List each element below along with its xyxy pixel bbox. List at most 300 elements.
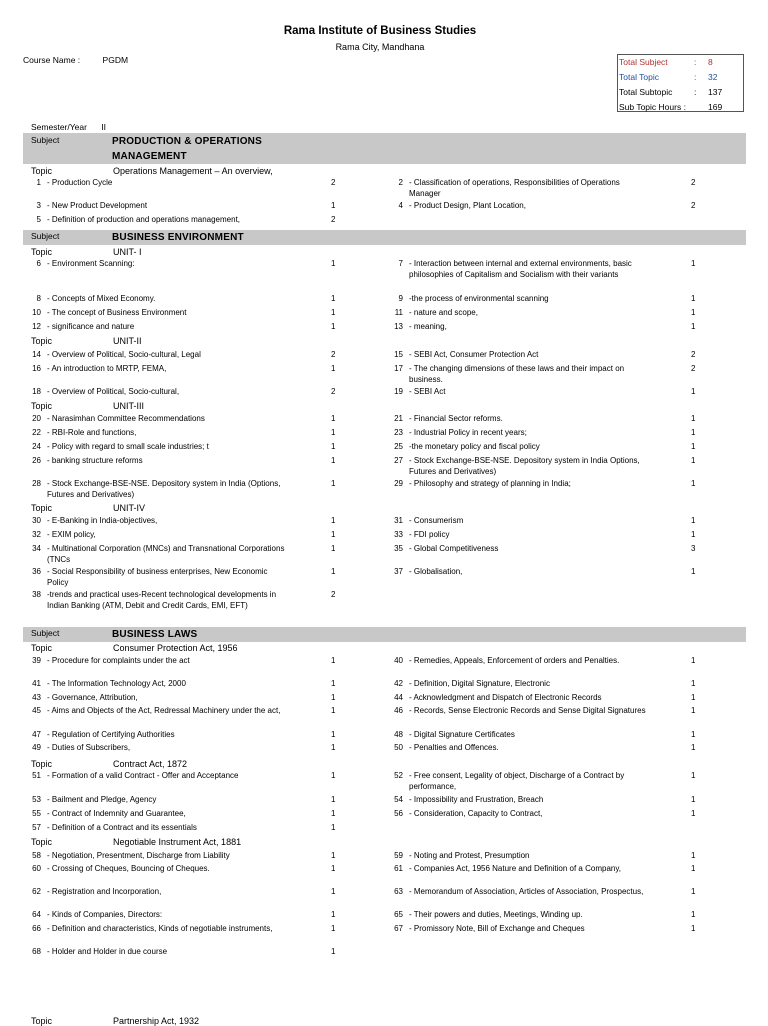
summary-colon: : — [694, 87, 697, 97]
subtopic-text: - Records, Sense Electronic Records and Sense Digital Signatures — [409, 706, 646, 715]
subtopic-item — [32, 308, 287, 319]
subtopic-item — [394, 706, 651, 717]
semester-value: II — [101, 122, 107, 132]
subtopic-item — [36, 201, 287, 212]
subtopic-item — [36, 215, 287, 226]
subtopic-item — [394, 364, 651, 385]
subtopic-hours: 1 — [691, 679, 696, 688]
subtopic-hours: 1 — [691, 442, 696, 451]
topic-row — [31, 759, 188, 769]
subtopic-hours: 1 — [691, 530, 696, 539]
summary-box — [617, 54, 744, 112]
subtopic-text: - Overview of Political, Socio-cultural, — [47, 387, 180, 396]
subtopic-item — [394, 456, 651, 477]
subtopic-hours: 1 — [331, 456, 336, 465]
total-subtopic-value: 137 — [708, 87, 723, 97]
topic-label: Topic — [31, 247, 53, 257]
subtopic-number: 9 — [398, 294, 403, 303]
sub-topic-hours-label: Sub Topic Hours : — [619, 102, 686, 112]
subtopic-item — [32, 679, 287, 690]
subtopic-text: -the process of environmental scanning — [409, 294, 549, 303]
subtopic-hours: 2 — [331, 178, 336, 187]
subtopic-hours: 3 — [691, 544, 696, 553]
subtopic-hours: 1 — [691, 387, 696, 396]
subtopic-number: 47 — [32, 730, 41, 739]
subtopic-hours: 1 — [331, 706, 336, 715]
topic-label: Topic — [31, 759, 53, 769]
subtopic-text: - Financial Sector reforms. — [409, 414, 503, 423]
subtopic-hours: 2 — [691, 201, 696, 210]
subtopic-hours: 1 — [691, 414, 696, 423]
subtopic-text: - Registration and Incorporation, — [47, 887, 162, 896]
subtopic-item — [32, 743, 287, 754]
summary-colon: : — [694, 72, 697, 82]
subtopic-item — [32, 693, 287, 704]
subtopic-item — [32, 442, 287, 453]
subtopic-number: 2 — [398, 178, 403, 187]
subtopic-number: 18 — [32, 387, 41, 396]
subtopic-hours: 1 — [331, 322, 336, 331]
total-subtopic-label: Total Subtopic — [619, 87, 673, 97]
subtopic-text: - meaning, — [409, 322, 447, 331]
subtopic-number: 29 — [394, 479, 403, 488]
total-subject-label: Total Subject — [619, 57, 668, 67]
subject-name-line: PRODUCTION & OPERATIONS — [112, 136, 262, 147]
subtopic-text: - Acknowledgment and Dispatch of Electronic Records — [409, 693, 602, 702]
subtopic-hours: 1 — [691, 308, 696, 317]
subtopic-number: 60 — [32, 864, 41, 873]
subtopic-item — [394, 887, 651, 898]
subtopic-hours: 1 — [331, 516, 336, 525]
subtopic-text: - Digital Signature Certificates — [409, 730, 515, 739]
subtopic-item — [394, 516, 651, 527]
topic-name: UNIT- I — [113, 247, 142, 257]
subtopic-item — [32, 364, 287, 375]
subtopic-item — [394, 350, 651, 361]
topic-row — [31, 1016, 200, 1026]
subtopic-number: 44 — [394, 693, 403, 702]
subtopic-hours: 1 — [691, 456, 696, 465]
subtopic-hours: 1 — [331, 530, 336, 539]
subtopic-number: 6 — [36, 259, 41, 268]
subtopic-item — [32, 428, 287, 439]
subtopic-item — [394, 322, 651, 333]
subtopic-item — [394, 656, 651, 667]
subtopic-hours: 1 — [331, 795, 336, 804]
subtopic-number: 68 — [32, 947, 41, 956]
subtopic-item — [32, 544, 287, 565]
topic-name: Contract Act, 1872 — [113, 759, 188, 769]
subtopic-item — [394, 414, 651, 425]
course-name — [23, 55, 128, 65]
subtopic-number: 36 — [32, 567, 41, 576]
subtopic-hours: 1 — [331, 567, 336, 576]
subtopic-hours: 1 — [691, 656, 696, 665]
subtopic-text: - Social Responsibility of business enterprises, New Economic Policy — [47, 567, 268, 587]
subtopic-hours: 1 — [331, 910, 336, 919]
subtopic-number: 56 — [394, 809, 403, 818]
subtopic-text: - Consideration, Capacity to Contract, — [409, 809, 543, 818]
subject-band — [23, 133, 746, 164]
subtopic-hours: 1 — [331, 656, 336, 665]
subtopic-hours: 1 — [331, 771, 336, 780]
subtopic-number: 3 — [36, 201, 41, 210]
subtopic-number: 35 — [394, 544, 403, 553]
subtopic-hours: 1 — [691, 887, 696, 896]
topic-label: Topic — [31, 336, 53, 346]
subtopic-text: - Promissory Note, Bill of Exchange and Cheques — [409, 924, 585, 933]
subtopic-hours: 1 — [691, 516, 696, 525]
subtopic-item — [36, 259, 287, 270]
topic-row — [31, 837, 242, 847]
subtopic-number: 66 — [32, 924, 41, 933]
summary-row — [618, 100, 743, 115]
subtopic-text: - Multinational Corporation (MNCs) and Transnational Corporations (TNCs — [47, 544, 285, 564]
subtopic-number: 15 — [394, 350, 403, 359]
subtopic-item — [394, 771, 651, 792]
subtopic-hours: 1 — [691, 795, 696, 804]
subtopic-item — [394, 567, 651, 578]
subtopic-text: - Product Design, Plant Location, — [409, 201, 526, 210]
subtopic-number: 31 — [394, 516, 403, 525]
subtopic-text: -trends and practical uses-Recent technological developments in Indian Banking (ATM, Debit and Credit Cards, EMI, EFT) — [47, 590, 277, 610]
subtopic-number: 23 — [394, 428, 403, 437]
subtopic-item — [32, 456, 287, 467]
subtopic-hours: 1 — [331, 743, 336, 752]
subtopic-number: 14 — [32, 350, 41, 359]
subtopic-number: 21 — [394, 414, 403, 423]
subtopic-text: - Classification of operations, Responsibilities of Operations Manager — [409, 178, 620, 198]
course-value: PGDM — [102, 55, 129, 65]
semester-label: Semester/Year — [31, 122, 87, 132]
subtopic-text: - RBI-Role and functions, — [47, 428, 137, 437]
subtopic-number: 8 — [36, 294, 41, 303]
subtopic-number: 55 — [32, 809, 41, 818]
total-topic-value: 32 — [708, 72, 718, 82]
subtopic-hours: 1 — [331, 864, 336, 873]
subtopic-number: 67 — [394, 924, 403, 933]
subject-label: Subject — [31, 135, 60, 145]
subtopic-hours: 1 — [691, 743, 696, 752]
subject-name-line: MANAGEMENT — [112, 151, 187, 162]
subtopic-number: 5 — [36, 215, 41, 224]
subtopic-item — [32, 322, 287, 333]
subtopic-text: - Narasimhan Committee Recommendations — [47, 414, 205, 423]
subtopic-item — [32, 730, 287, 741]
topic-name: Consumer Protection Act, 1956 — [113, 643, 238, 653]
subtopic-number: 12 — [32, 322, 41, 331]
subtopic-number: 27 — [394, 456, 403, 465]
subtopic-item — [394, 679, 651, 690]
subtopic-number: 28 — [32, 479, 41, 488]
subtopic-number: 1 — [36, 178, 41, 187]
subtopic-item — [394, 924, 651, 935]
subtopic-text: - Memorandum of Association, Articles of Association, Prospectus, — [409, 887, 644, 896]
subtopic-text: - Globalisation, — [409, 567, 463, 576]
subtopic-number: 41 — [32, 679, 41, 688]
subtopic-hours: 1 — [691, 864, 696, 873]
subtopic-hours: 1 — [331, 947, 336, 956]
subtopic-item — [394, 693, 651, 704]
subtopic-number: 40 — [394, 656, 403, 665]
subtopic-item — [394, 479, 651, 490]
subtopic-text: - Definition and characteristics, Kinds of negotiable instruments, — [47, 924, 273, 933]
subtopic-item — [394, 544, 651, 555]
subtopic-hours: 1 — [691, 294, 696, 303]
subtopic-hours: 1 — [331, 693, 336, 702]
subtopic-text: - Formation of a valid Contract - Offer and Acceptance — [47, 771, 239, 780]
subtopic-text: - significance and nature — [47, 322, 135, 331]
subtopic-number: 37 — [394, 567, 403, 576]
topic-label: Topic — [31, 837, 53, 847]
subject-name — [112, 134, 262, 164]
subtopic-hours: 1 — [691, 567, 696, 576]
subtopic-number: 65 — [394, 910, 403, 919]
subtopic-text: - Contract of Indemnity and Guarantee, — [47, 809, 186, 818]
subtopic-hours: 1 — [691, 730, 696, 739]
subtopic-text: - The concept of Business Environment — [47, 308, 187, 317]
subtopic-item — [32, 350, 287, 361]
subtopic-text: - Impossibility and Frustration, Breach — [409, 795, 544, 804]
subtopic-hours: 1 — [691, 259, 696, 268]
subtopic-text: - Interaction between internal and external environments, basic philosophies of Capitalism and Socialism with their variants — [409, 259, 632, 279]
subtopic-number: 10 — [32, 308, 41, 317]
subtopic-text: - Procedure for complaints under the act — [47, 656, 190, 665]
subtopic-item — [398, 294, 651, 305]
subtopic-number: 49 — [32, 743, 41, 752]
subtopic-item — [32, 910, 287, 921]
subtopic-item — [394, 530, 651, 541]
subtopic-hours: 2 — [691, 178, 696, 187]
subtopic-item — [394, 809, 651, 820]
subtopic-number: 64 — [32, 910, 41, 919]
subtopic-item — [32, 590, 287, 611]
topic-label: Topic — [31, 166, 53, 176]
subtopic-number: 61 — [394, 864, 403, 873]
subtopic-text: - Definition of production and operations management, — [47, 215, 241, 224]
subtopic-text: - Industrial Policy in recent years; — [409, 428, 527, 437]
subtopic-hours: 1 — [691, 771, 696, 780]
subtopic-item — [394, 387, 651, 398]
subtopic-number: 38 — [32, 590, 41, 599]
subtopic-item — [394, 910, 651, 921]
subtopic-number: 11 — [394, 308, 403, 317]
subtopic-text: - nature and scope, — [409, 308, 478, 317]
subtopic-text: - Aims and Objects of the Act, Redressal Machinery under the act, — [47, 706, 281, 715]
subtopic-hours: 1 — [691, 851, 696, 860]
subtopic-number: 51 — [32, 771, 41, 780]
subtopic-text: - Negotiation, Presentment, Discharge from Liability — [47, 851, 230, 860]
subtopic-number: 45 — [32, 706, 41, 715]
subtopic-item — [394, 851, 651, 862]
subtopic-number: 58 — [32, 851, 41, 860]
subtopic-item — [32, 809, 287, 820]
subtopic-text: - Concepts of Mixed Economy. — [47, 294, 156, 303]
subtopic-item — [32, 887, 287, 898]
subtopic-item — [32, 947, 287, 958]
subtopic-hours: 1 — [691, 924, 696, 933]
subtopic-hours: 1 — [331, 308, 336, 317]
topic-name: Partnership Act, 1932 — [113, 1016, 200, 1026]
subtopic-item — [398, 259, 651, 280]
subtopic-hours: 1 — [691, 322, 696, 331]
subtopic-hours: 1 — [331, 823, 336, 832]
topic-name: Negotiable Instrument Act, 1881 — [113, 837, 242, 847]
subtopic-number: 39 — [32, 656, 41, 665]
subtopic-text: - Free consent, Legality of object, Discharge of a Contract by performance, — [409, 771, 625, 791]
subtopic-hours: 2 — [691, 350, 696, 359]
institute-title: Rama Institute of Business Studies — [283, 25, 477, 37]
subtopic-text: - Global Competitiveness — [409, 544, 499, 553]
topic-label: Topic — [31, 401, 53, 411]
subject-label: Subject — [31, 231, 60, 241]
subtopic-number: 26 — [32, 456, 41, 465]
subtopic-item — [394, 795, 651, 806]
subtopic-number: 24 — [32, 442, 41, 451]
subtopic-number: 22 — [32, 428, 41, 437]
subtopic-text: - Noting and Protest, Presumption — [409, 851, 530, 860]
topic-name: UNIT-III — [113, 401, 144, 411]
subtopic-item — [394, 743, 651, 754]
subtopic-item — [398, 201, 651, 212]
subtopic-hours: 2 — [331, 215, 336, 224]
subtopic-item — [32, 530, 287, 541]
subtopic-text: - Bailment and Pledge, Agency — [47, 795, 157, 804]
subtopic-text: - SEBI Act — [409, 387, 446, 396]
subtopic-item — [398, 178, 651, 199]
subtopic-text: - New Product Development — [47, 201, 148, 210]
subtopic-text: - Companies Act, 1956 Nature and Definition of a Company, — [409, 864, 621, 873]
subtopic-number: 57 — [32, 823, 41, 832]
subtopic-hours: 1 — [331, 259, 336, 268]
subject-band — [23, 627, 746, 642]
subtopic-hours: 1 — [331, 428, 336, 437]
subtopic-text: - Stock Exchange-BSE-NSE. Depository system in India (Options, Futures and Derivatives) — [47, 479, 281, 499]
subtopic-number: 59 — [394, 851, 403, 860]
total-subject-value: 8 — [708, 57, 713, 67]
topic-name: UNIT-II — [113, 336, 142, 346]
subtopic-item — [394, 730, 651, 741]
subtopic-item — [36, 294, 287, 305]
subtopic-item — [32, 706, 287, 717]
subtopic-text: - Crossing of Cheques, Bouncing of Cheques. — [47, 864, 210, 873]
subtopic-text: - FDI policy — [409, 530, 450, 539]
subtopic-number: 30 — [32, 516, 41, 525]
subtopic-hours: 2 — [691, 364, 696, 373]
subtopic-number: 54 — [394, 795, 403, 804]
subtopic-text: -the monetary policy and fiscal policy — [409, 442, 540, 451]
subtopic-number: 34 — [32, 544, 41, 553]
subtopic-number: 63 — [394, 887, 403, 896]
subtopic-text: - Philosophy and strategy of planning in India; — [409, 479, 571, 488]
subtopic-hours: 1 — [691, 706, 696, 715]
subtopic-item — [394, 308, 651, 319]
subtopic-text: - An introduction to MRTP, FEMA, — [47, 364, 167, 373]
subtopic-number: 50 — [394, 743, 403, 752]
subtopic-number: 33 — [394, 530, 403, 539]
topic-row — [31, 401, 144, 411]
subtopic-text: - Regulation of Certifying Authorities — [47, 730, 175, 739]
subtopic-number: 25 — [394, 442, 403, 451]
topic-row — [31, 247, 142, 257]
subtopic-text: - Definition of a Contract and its essentials — [47, 823, 197, 832]
subtopic-hours: 1 — [691, 428, 696, 437]
subtopic-number: 62 — [32, 887, 41, 896]
subtopic-number: 42 — [394, 679, 403, 688]
subtopic-text: - The changing dimensions of these laws and their impact on business. — [409, 364, 625, 384]
subtopic-number: 32 — [32, 530, 41, 539]
subtopic-number: 4 — [398, 201, 403, 210]
summary-row — [618, 70, 743, 85]
subtopic-text: - Kinds of Companies, Directors: — [47, 910, 163, 919]
subtopic-item — [32, 414, 287, 425]
subtopic-hours: 1 — [331, 414, 336, 423]
subtopic-hours: 1 — [331, 479, 336, 488]
subtopic-hours: 1 — [691, 809, 696, 818]
subtopic-item — [32, 924, 287, 935]
subtopic-number: 43 — [32, 693, 41, 702]
subtopic-hours: 1 — [691, 479, 696, 488]
subtopic-item — [32, 387, 287, 398]
topic-row — [31, 503, 146, 513]
summary-row — [618, 55, 743, 70]
subject-band — [23, 230, 746, 245]
subtopic-text: - Duties of Subscribers, — [47, 743, 131, 752]
subtopic-item — [32, 795, 287, 806]
subtopic-hours: 1 — [691, 910, 696, 919]
subtopic-text: - E-Banking in India-objectives, — [47, 516, 158, 525]
subtopic-item — [32, 656, 287, 667]
subtopic-hours: 2 — [331, 350, 336, 359]
subtopic-item — [394, 442, 651, 453]
subtopic-item — [32, 864, 287, 875]
subtopic-text: - Governance, Attribution, — [47, 693, 138, 702]
subtopic-hours: 1 — [331, 544, 336, 553]
subtopic-item — [32, 823, 287, 834]
topic-row — [31, 166, 273, 176]
subtopic-item — [394, 428, 651, 439]
subtopic-number: 7 — [398, 259, 403, 268]
subject-name: BUSINESS LAWS — [112, 629, 198, 640]
topic-label: Topic — [31, 503, 53, 513]
subtopic-hours: 2 — [331, 590, 336, 599]
subtopic-hours: 1 — [331, 887, 336, 896]
sub-topic-hours-value: 169 — [708, 102, 723, 112]
subtopic-item — [32, 851, 287, 862]
subtopic-number: 17 — [394, 364, 403, 373]
subtopic-text: - Their powers and duties, Meetings, Winding up. — [409, 910, 583, 919]
summary-row — [618, 85, 743, 100]
subtopic-item — [32, 479, 287, 500]
subtopic-number: 48 — [394, 730, 403, 739]
subtopic-item — [32, 771, 287, 782]
subtopic-number: 20 — [32, 414, 41, 423]
subtopic-text: - The Information Technology Act, 2000 — [47, 679, 186, 688]
subtopic-text: - Environment Scanning: — [47, 259, 135, 268]
subtopic-hours: 1 — [691, 693, 696, 702]
subtopic-item — [32, 516, 287, 527]
subtopic-hours: 1 — [331, 851, 336, 860]
subtopic-text: - Production Cycle — [47, 178, 113, 187]
subtopic-text: - banking structure reforms — [47, 456, 143, 465]
subtopic-hours: 1 — [331, 730, 336, 739]
subtopic-text: - Stock Exchange-BSE-NSE. Depository system in India Options, Futures and Derivatives) — [409, 456, 640, 476]
institute-location: Rama City, Mandhana — [335, 42, 425, 52]
subtopic-number: 53 — [32, 795, 41, 804]
subtopic-hours: 1 — [331, 809, 336, 818]
topic-row — [31, 643, 238, 653]
subtopic-text: - Remedies, Appeals, Enforcement of orders and Penalties. — [409, 656, 620, 665]
